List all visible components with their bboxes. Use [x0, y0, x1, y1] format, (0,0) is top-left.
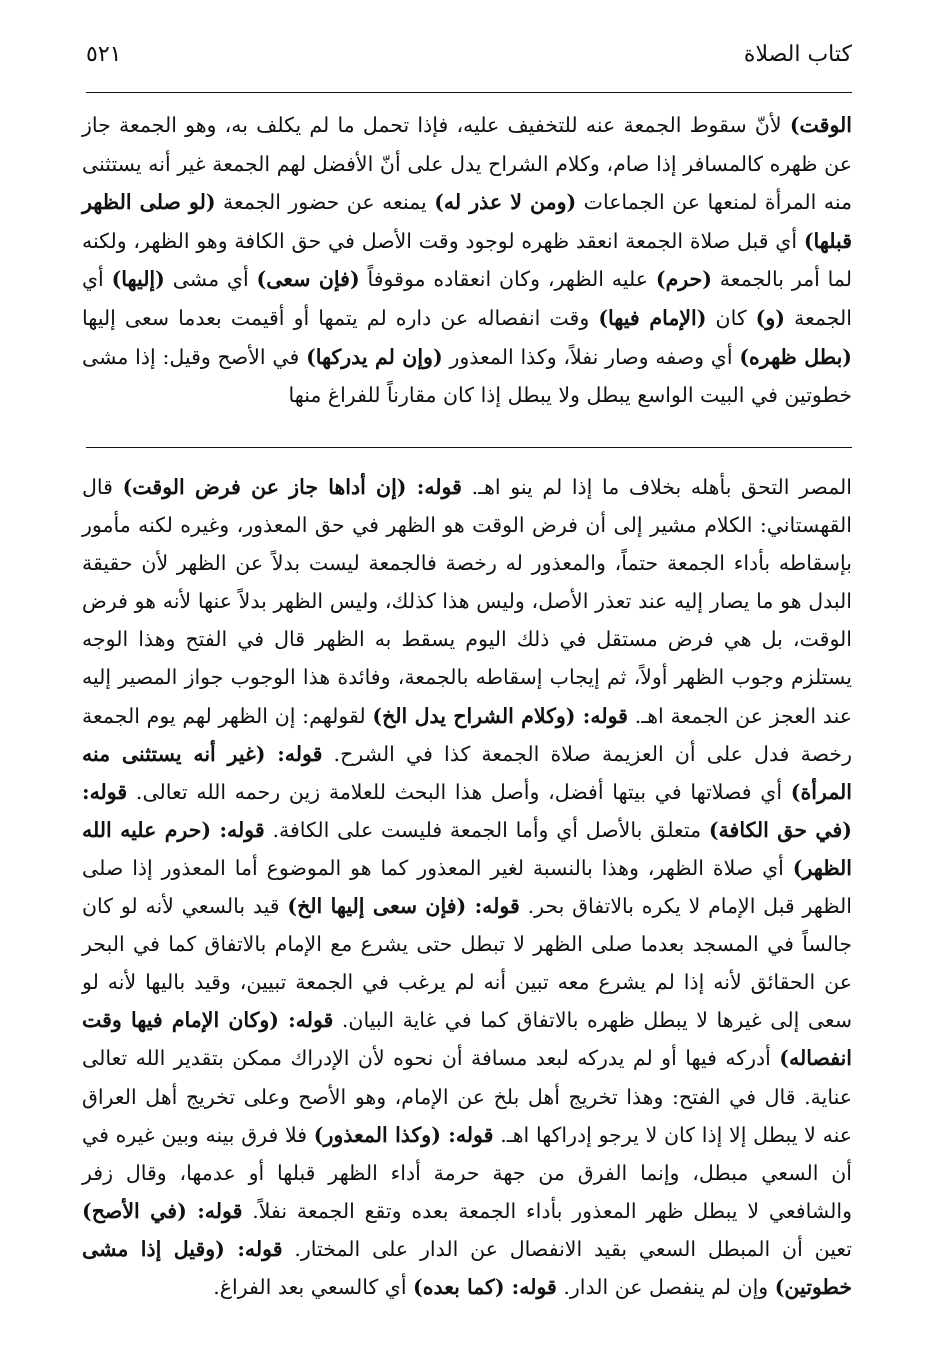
- page-header: [86, 42, 852, 82]
- commentary-block: [82, 468, 852, 1306]
- text-run: أي وصفه وصار نفلاً، وكذا المعذور: [442, 344, 740, 369]
- text-run: المصر التحق بأهله بخلاف ما إذا لم ينو اهـ.: [461, 475, 852, 499]
- bold-lemma: (و): [755, 305, 785, 330]
- bold-lemma: (لو صلى الظهر قبلها): [82, 190, 852, 253]
- bold-lemma: قوله: (وكلام الشراح يدل الخ): [372, 703, 628, 728]
- text-run: يمنعه عن حضور الجمعة: [215, 190, 435, 215]
- text-run: عليه الظهر، وكان انعقاده موقوفاً: [359, 267, 656, 292]
- bold-lemma: قوله: (حرم عليه الله الظهر): [82, 817, 852, 880]
- text-run: قال القهستاني: الكلام مشير إلى أن فرض الوقت هو الظهر في حق المعذور، وغيره لكنه مأمور بإسقاطه بأداء الجمعة حتماً، والمعذور له رخصة فالجمعة ليست بدلاً عن الظهر لأن حقيقة البدل هو ما يصار إليه عند تعذر الأصل، وليس هذا كذلك، وليس الظهر بدلاً عنها لأنه هو فرض الوقت، بل هي فرض مستقل في ذلك اليوم يسقط به الظهر قال في الفتح وهذا الوجه يستلزم وجوب الظهر أولاً، ثم إيجاب إسقاطه بالجمعة، وفائدة هذا الوجوب جواز المصير إليه عند العجز عن الجمعة اهـ.: [82, 475, 852, 728]
- text-run: متعلق بالأصل أي وأما الجمعة فليست على الكافة.: [264, 817, 709, 842]
- text-run: أي الجمعة: [82, 267, 852, 330]
- bold-lemma: قوله: (غير أنه يستثنى منه المرأة): [82, 741, 852, 804]
- bold-lemma: (فإن سعى): [256, 267, 360, 292]
- bold-lemma: قوله: (فإن سعى إليها الخ): [287, 894, 520, 919]
- bold-lemma: (الإمام فيها): [598, 305, 707, 330]
- header-rule: [86, 92, 852, 93]
- text-run: أي فصلاتها في بيتها أفضل، وأصل هذا البحث للعلامة زين رحمه الله تعالى.: [127, 779, 791, 804]
- text-run: أدركه فيها أو لم يدركه لبعد مسافة أن نحوه لأن الإدراك ممكن بتقدير الله تعالى عناية. قال في الفتح: وهذا تخريج أهل بلخ عن الإمام، وهو الأصح وعلى تخريج أهل العراق عنه لا يبطل إلا إذا كان لا يرجو إدراكها اهـ.: [82, 1046, 852, 1147]
- text-run: فلا فرق بينه وبين غيره في أن السعي مبطل، وإنما الفرق من جهة حرمة أداء الظهر قبلها أو عدمها، وقال زفر والشافعي لا يبطل ظهر المعذور بأداء الجمعة بعده وتقع الجمعة نفلاً.: [82, 1122, 853, 1223]
- page-number: ٥٢١: [86, 42, 122, 67]
- text-run: وقت انفصاله عن داره لم يتمها أو أقيمت بعدما سعى إليها: [82, 305, 599, 330]
- bold-lemma: قوله: (وكان الإمام فيها وقت انفصاله): [82, 1008, 852, 1071]
- commentary-separator-rule: [86, 447, 852, 448]
- text-run: وإن لم ينفصل عن الدار.: [556, 1274, 775, 1299]
- bold-lemma: قوله: (في الأصح): [82, 1198, 243, 1223]
- text-run: تعين أن المبطل السعي بقيد الانفصال عن الدار على المختار.: [282, 1236, 852, 1261]
- text-run: أي كالسعي بعد الفراغ.: [213, 1274, 414, 1299]
- bold-lemma: (بطل ظهره): [739, 344, 853, 369]
- bold-lemma: قوله: (إن أداها جاز عن فرض الوقت): [122, 475, 462, 499]
- bold-lemma: (حرم): [655, 267, 712, 292]
- text-run: قيد بالسعي لأنه لو كان جالساً في المسجد بعدما صلى الظهر لا تبطل حتى يشرع مع الإمام بالاتفاق كما في البحر عن الحقائق لأنه إذا لم يشرع معه تبين أنه لم يرغب في الجمعة تبيين، وقيد باليها لأنه لو سعى إلى غيرها لا يبطل ظهره بالاتفاق كما في غاية البيان.: [82, 894, 852, 1033]
- bold-lemma: قوله: (وقيل إذا مشى خطوتين): [82, 1236, 852, 1299]
- bold-lemma: قوله: (كما بعده): [413, 1274, 557, 1299]
- running-title: كتاب الصلاة: [743, 42, 852, 67]
- text-run: أي مشى: [164, 267, 257, 292]
- main-text-block: [82, 106, 852, 415]
- bold-lemma: (ومن لا عذر له): [434, 190, 577, 215]
- text-run: كان: [706, 305, 756, 330]
- text-run: أي صلاة الظهر، وهذا بالنسبة لغير المعذور كما هو الموضوع أما المعذور إذا صلى الظهر قبل الإمام لا يكره بالاتفاق بحر.: [82, 855, 852, 919]
- bold-lemma: قوله: (وكذا المعذور): [313, 1122, 494, 1147]
- bold-lemma: (إليها): [111, 267, 165, 292]
- text-run: في الأصح وقيل: إذا مشى خطوتين في البيت الواسع يبطل ولا يبطل إذا كان مقارناً للفراغ منها: [82, 344, 852, 408]
- text-run: لأنّ سقوط الجمعة عنه للتخفيف عليه، فإذا تحمل ما لم يكلف به، وهو الجمعة جاز عن ظهره كالمسافر إذا صام، وكلام الشراح يدل على أنّ الأفضل لهم الجمعة غير أنه يستثنى منه المرأة لمنعها عن الجماعات: [82, 113, 852, 215]
- bold-lemma: قوله: (في حق الكافة): [82, 779, 852, 842]
- bold-lemma: الوقت): [789, 113, 852, 137]
- text-run: لقولهم: إن الظهر لهم يوم الجمعة رخصة فدل على أن العزيمة صلاة الجمعة كذا في الشرح.: [82, 703, 852, 766]
- text-run: أي قبل صلاة الجمعة انعقد ظهره لوجود وقت الأصل في حق الكافة وهو الظهر، ولكنه لما أمر بالجمعة: [82, 228, 853, 292]
- bold-lemma: (وإن لم يدركها): [306, 344, 443, 369]
